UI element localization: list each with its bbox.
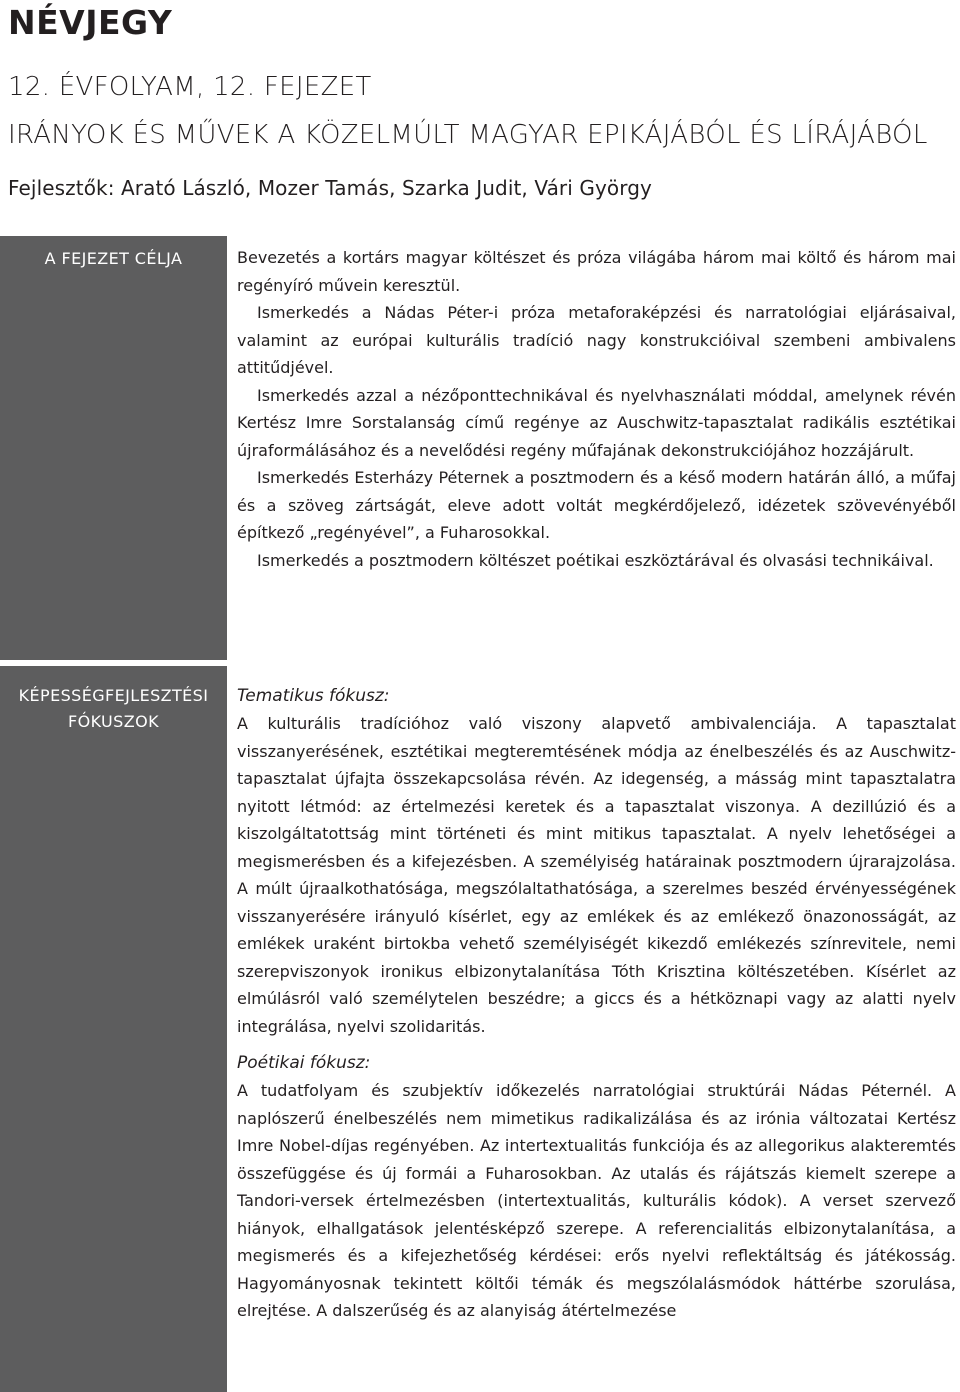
skills-section-label	[0, 666, 227, 735]
aim-paragraph: Ismerkedés a Nádas Péter-i próza metaforaképzési és narratológiai eljárásaival, valamint az európai kulturális tradíció nagy konstrukcióival szembeni ambivalens attitűdjével.	[237, 303, 956, 377]
skills-content	[237, 683, 956, 1325]
aim-paragraph: Bevezetés a kortárs magyar költészet és próza világába három mai költő és három mai regényíró művein keresztül.	[237, 248, 956, 295]
grade-chapter-line: 12. ÉVFOLYAM, 12. FEJEZET	[8, 72, 372, 102]
skills-label-line2: FÓKUSZOK	[68, 712, 159, 731]
page-header	[8, 0, 958, 201]
document-title: NÉVJEGY	[8, 3, 173, 42]
aim-paragraph: Ismerkedés azzal a nézőponttechnikával és nyelvhasználati móddal, amelynek révén Kertész Imre Sorstalanság című regénye az Auschwitz-tapasztalat radikális esztétikai újraformálásához és a nevelődési regény műfajának dekonstrukciójához hozzájárult.	[237, 385, 956, 460]
aim-section-label: A FEJEZET CÉLJA	[44, 249, 183, 268]
developers-line: Fejlesztők: Arató László, Mozer Tamás, Szarka Judit, Vári György	[8, 176, 652, 200]
aim-section-label-box	[0, 236, 227, 660]
poetic-focus-text: A tudatfolyam és szubjektív időkezelés narratológiai struktúrái Nádas Péternél. A naplószerű énelbeszélés nem mimetikus radikalizálása és az irónia változatai Kertész Imre Nobel-díjas regényében. Az intertextualitás funkciója és az allegorikus alakteremtés összefüggése és új formái a Fuharosokban. Az utalás és rájátszás kiemelt szerepe a Tandori-versek értelmezésben (intertextualitás, kulturális kódok). A verset szervező hiányok, elhallgatások jelentésképző szerepe. A referencialitás elbizonytalanítása, a megismerés és a kifejezhetőség kérdései: erős nyelvi reflektáltság és játékosság. Hagyományosnak tekintett költői témák és megszólalásmódok háttérbe szorulása, elrejtése. A dalszerűség és az alanyiság átértelmezése	[237, 1081, 956, 1320]
aims-content	[237, 244, 956, 574]
chapter-title: IRÁNYOK ÉS MŰVEK A KÖZELMÚLT MAGYAR EPIKÁJÁBÓL ÉS LÍRÁJÁBÓL	[8, 120, 928, 150]
skills-label-line1: KÉPESSÉGFEJLESZTÉSI	[18, 686, 209, 705]
poetic-focus-heading: Poétikai fókusz:	[237, 1053, 371, 1073]
skills-section-label-box	[0, 666, 227, 1392]
thematic-focus-heading: Tematikus fókusz:	[237, 686, 390, 706]
thematic-focus-text: A kulturális tradícióhoz való viszony alapvető ambivalenciája. A tapasztalat visszanyerésének, esztétikai megteremtésének módja az énelbeszélés és az Auschwitz-tapasztalat újfajta összekapcsolása révén. Az idegenség, a másság mint tapasztalatra nyitott létmód: az értelmezési keretek és a tapasztalat viszonya. A dezillúzió és a kiszolgáltatottság mint történeti és mint mitikus tapasztalat. A nyelv lehetőségei a megismerésben és a kifejezésben. A személyiség határainak posztmodern újrarajzolása. A múlt újraalkothatósága, megszólaltathatósága, a szerelmes beszéd érvényességének visszanyerésére irányuló kísérlet, egy az emlékek és az emlékező önazonosságát, az emlékek uraként birtokba vehető személyiségét kikezdő emlékezés színrevitele, nemi szerepviszonyok ironikus elbizonytalanítása Tóth Krisztina költészetében. Kísérlet az elmúlásról való személytelen beszédre; a giccs és a hétköznapi vagy az alatti nyelv integrálása, nyelvi szolidaritás.	[237, 714, 956, 1036]
aim-paragraph: Ismerkedés Esterházy Péternek a posztmodern és a késő modern határán álló, a műfaj és a szöveg zártságát, eleve adott voltát megkérdőjelező, idézetek szövevényéből építkező „regényével”, a Fuharosokkal.	[237, 468, 956, 542]
aim-paragraph: Ismerkedés a posztmodern költészet poétikai eszköztárával és olvasási technikáival.	[257, 550, 934, 570]
